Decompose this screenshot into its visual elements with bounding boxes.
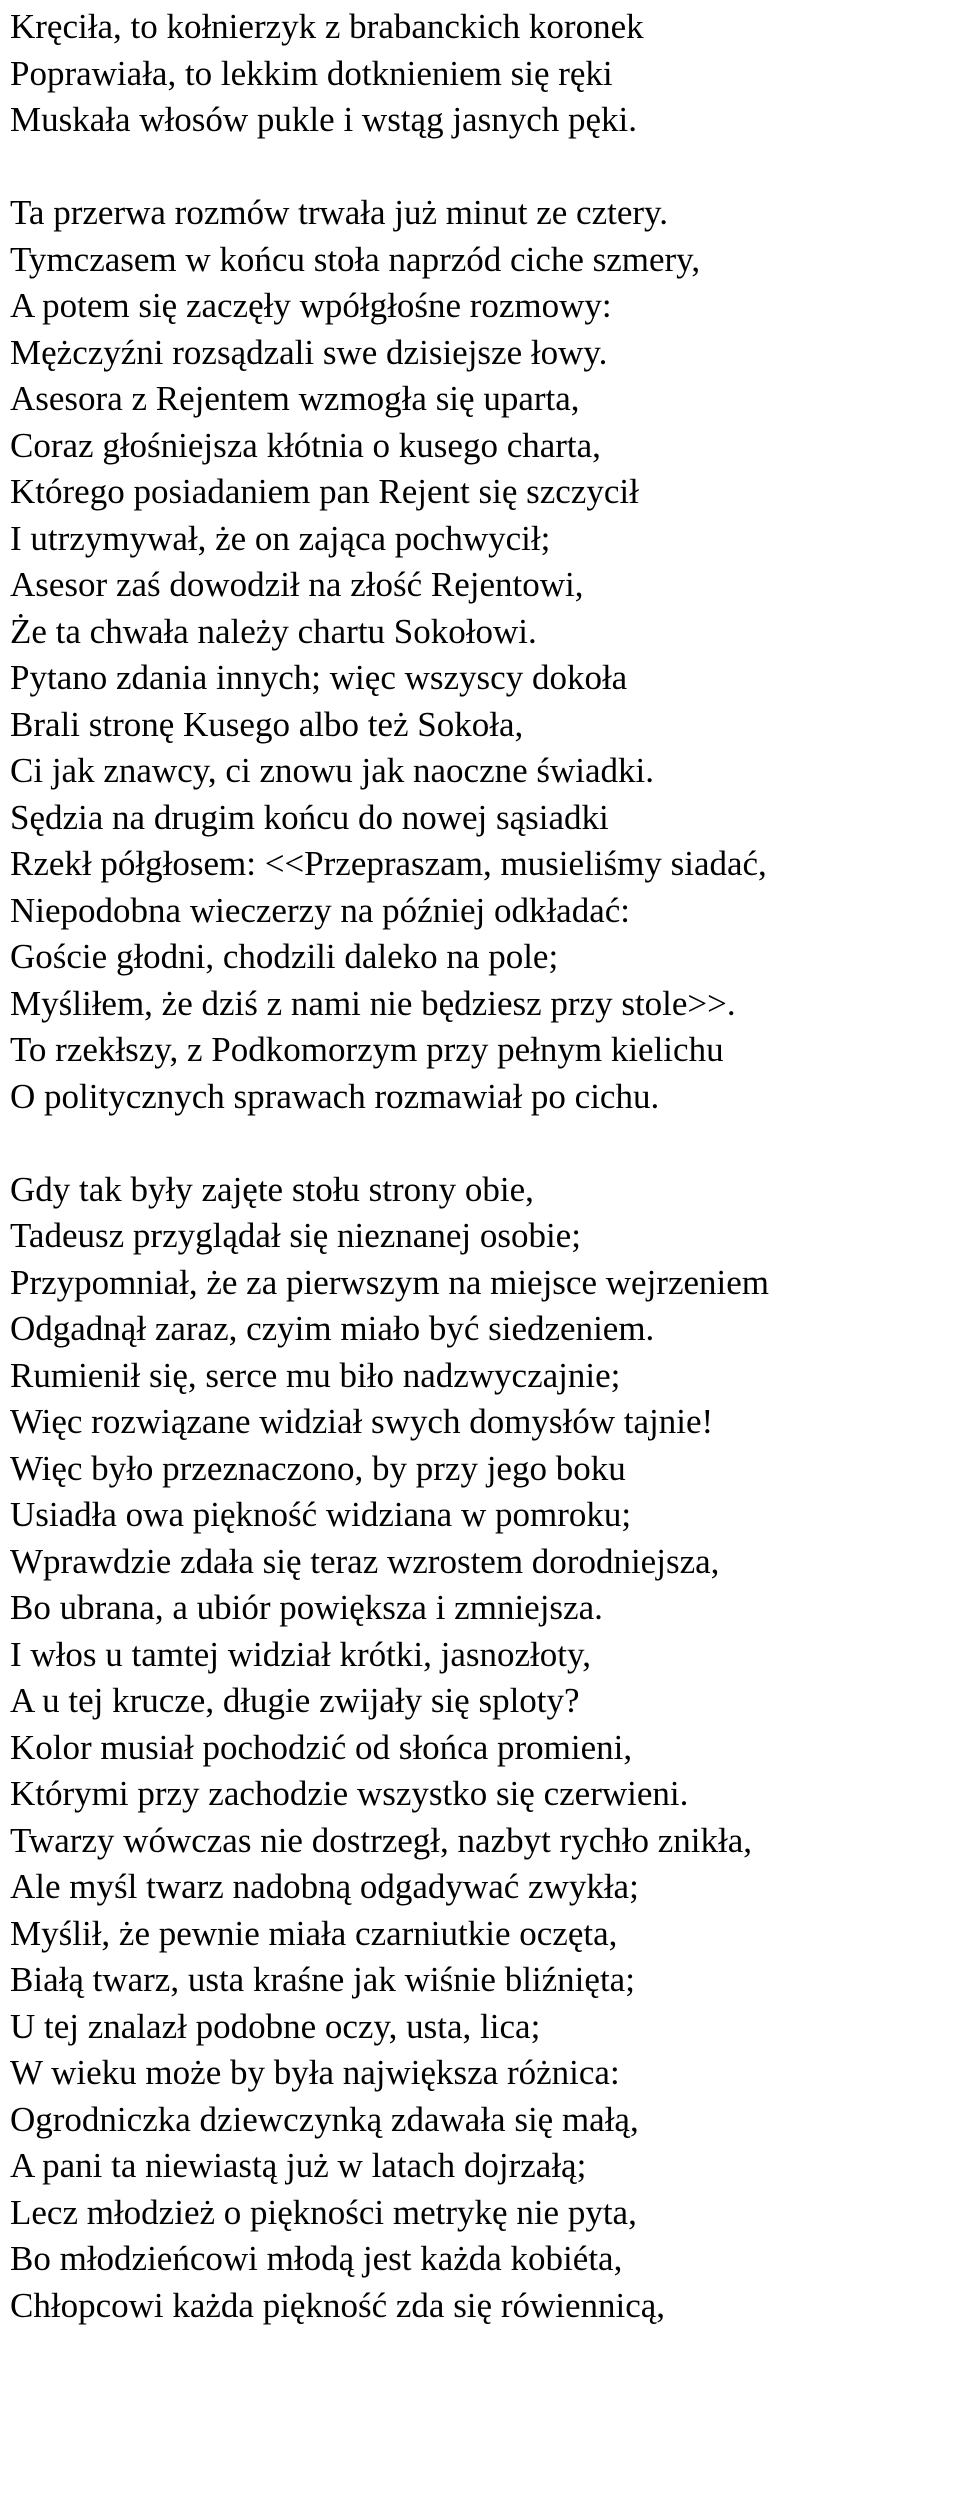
poem-line: O politycznych sprawach rozmawiał po cichu. xyxy=(10,1076,660,1116)
poem-line: Przypomniał, że za pierwszym na miejsce wejrzeniem xyxy=(10,1262,769,1302)
poem-line: Tadeusz przyglądał się nieznanej osobie; xyxy=(10,1216,581,1255)
poem-line: Poprawiała, to lekkim dotknieniem się ręki xyxy=(10,53,613,93)
poem-line: Którymi przy zachodzie wszystko się czerwieni. xyxy=(10,1774,689,1813)
stanza-1 xyxy=(10,4,960,144)
poem-line: Brali stronę Kusego albo też Sokoła, xyxy=(10,704,524,744)
poem-line: Asesora z Rejentem wzmogła się uparta, xyxy=(10,379,580,418)
poem-text xyxy=(10,4,960,2329)
poem-line: Mężczyźni rozsądzali swe dzisiejsze łowy. xyxy=(10,332,608,372)
poem-line: Tymczasem w końcu stoła naprzód ciche szmery, xyxy=(10,239,701,279)
poem-line: Lecz młodzież o piękności metrykę nie pyta, xyxy=(10,2192,637,2232)
poem-line: Rzekł półgłosem: <<Przepraszam, musieliśmy siadać, xyxy=(10,844,767,883)
poem-line: Myśliłem, że dziś z nami nie będziesz przy stole>>. xyxy=(10,983,736,1023)
poem-line: Ci jak znawcy, ci znowu jak naoczne świadki. xyxy=(10,751,655,790)
poem-line: Goście głodni, chodzili daleko na pole; xyxy=(10,937,559,976)
poem-line: Bo młodzieńcowi młodą jest każda kobiéta, xyxy=(10,2239,623,2278)
poem-line: A potem się zaczęły wpółgłośne rozmowy: xyxy=(10,286,612,325)
poem-line: Więc rozwiązane widział swych domysłów tajnie! xyxy=(10,1402,714,1441)
poem-line: Kręciła, to kołnierzyk z brabanckich koronek xyxy=(10,7,644,46)
poem-line: Muskała włosów pukle i wstąg jasnych pęki. xyxy=(10,100,637,139)
poem-line: I utrzymywał, że on zająca pochwycił; xyxy=(10,518,551,558)
poem-line: U tej znalazł podobne oczy, usta, lica; xyxy=(10,2006,541,2046)
poem-line: Ta przerwa rozmów trwała już minut ze cztery. xyxy=(10,193,669,232)
poem-line: Ale myśl twarz nadobną odgadywać zwykła; xyxy=(10,1867,639,1906)
poem-line: Twarzy wówczas nie dostrzegł, nazbyt rychło znikła, xyxy=(10,1820,752,1860)
poem-line: Ogrodniczka dziewczynką zdawała się małą, xyxy=(10,2099,639,2139)
poem-line: Rumienił się, serce mu biło nadzwyczajnie; xyxy=(10,1355,621,1395)
poem-line: Że ta chwała należy chartu Sokołowi. xyxy=(10,611,537,651)
poem-line: To rzekłszy, z Podkomorzym przy pełnym kielichu xyxy=(10,1030,724,1069)
poem-line: Myślił, że pewnie miała czarniutkie oczęta, xyxy=(10,1913,618,1953)
poem-line: I włos u tamtej widział krótki, jasnozłoty, xyxy=(10,1634,591,1674)
poem-line: A u tej krucze, długie zwijały się sploty? xyxy=(10,1681,580,1720)
poem-line: Sędzia na drugim końcu do nowej sąsiadki xyxy=(10,797,609,837)
poem-line: Asesor zaś dowodził na złość Rejentowi, xyxy=(10,565,584,604)
poem-line: W wieku może by była największa różnica: xyxy=(10,2053,620,2092)
stanza-3 xyxy=(10,1167,960,2330)
poem-line: Pytano zdania innych; więc wszyscy dokoła xyxy=(10,658,628,697)
poem-line: Usiadła owa piękność widziana w pomroku; xyxy=(10,1495,632,1534)
poem-line: Białą twarz, usta kraśne jak wiśnie bliźnięta; xyxy=(10,1960,635,1999)
poem-line: Gdy tak były zajęte stołu strony obie, xyxy=(10,1169,534,1209)
poem-line: Więc było przeznaczono, by przy jego boku xyxy=(10,1448,626,1488)
stanza-2 xyxy=(10,190,960,1120)
poem-line: Chłopcowi każda piękność zda się rówiennicą, xyxy=(10,2285,666,2325)
poem-line: Niepodobna wieczerzy na później odkładać: xyxy=(10,890,631,930)
poem-line: Bo ubrana, a ubiór powiększa i zmniejsza. xyxy=(10,1588,603,1627)
poem-line: Kolor musiał pochodzić od słońca promieni, xyxy=(10,1727,633,1767)
poem-line: A pani ta niewiastą już w latach dojrzałą; xyxy=(10,2146,587,2185)
poem-line: Odgadnął zaraz, czyim miało być siedzeniem. xyxy=(10,1309,655,1348)
poem-line: Którego posiadaniem pan Rejent się szczycił xyxy=(10,472,639,511)
poem-line: Coraz głośniejsza kłótnia o kusego charta, xyxy=(10,425,601,465)
poem-line: Wprawdzie zdała się teraz wzrostem dorodniejsza, xyxy=(10,1541,720,1581)
